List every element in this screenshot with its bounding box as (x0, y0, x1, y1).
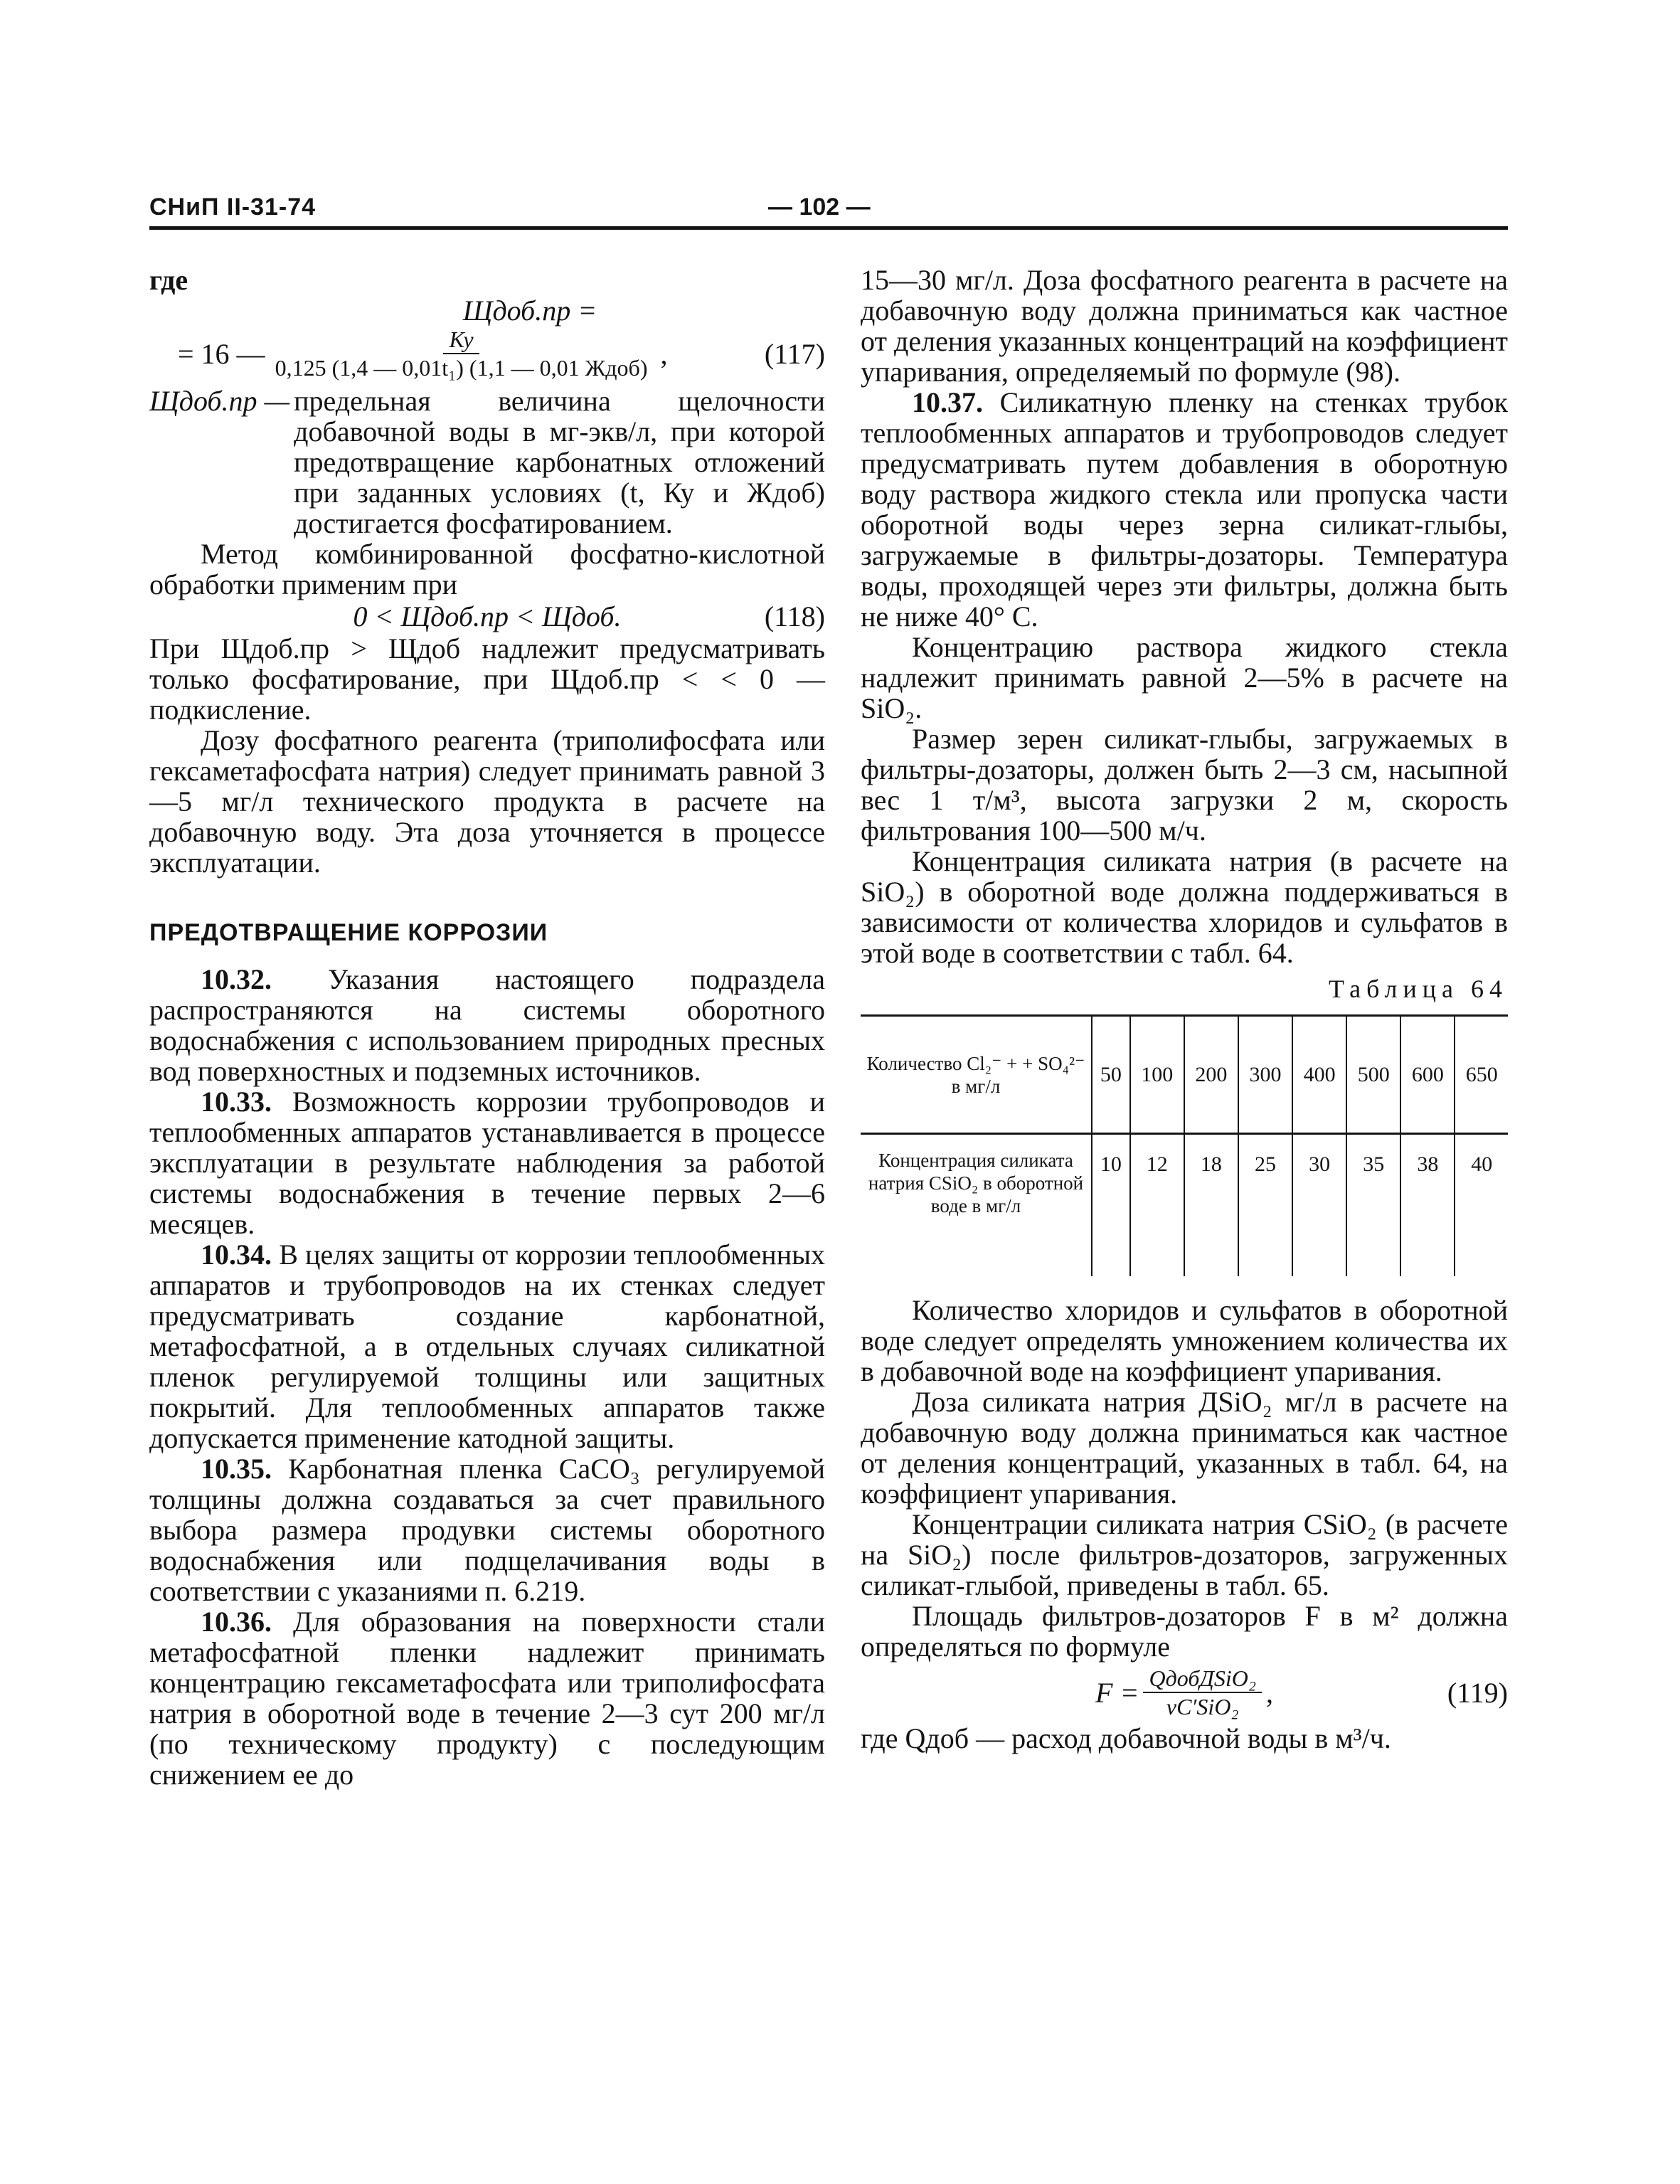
clause-text: В целях защиты от коррозии теплообменных аппаратов и трубопроводов на их стенках следует предусматривать создание карбонатной, метафосфатной, а в отдельных случаях силикатной пленок регулируемой толщины или защитных покрытий. Для теплообменных аппаратов также допускается применение катодной защиты. (149, 1239, 825, 1454)
formula-118-expression: 0 < Щдоб.пр < Щдоб. (353, 600, 622, 632)
paragraph-area: Площадь фильтров-дозаторов F в м² должна определяться по формуле (861, 1600, 1508, 1663)
table-cell: 38 (1400, 1134, 1455, 1277)
formula-119-fraction (1143, 1665, 1261, 1720)
paragraph-when: При Щдоб.пр > Щдоб надлежит предусматривать только фосфатирование, при Щдоб.пр < < 0 — подкисление. (149, 632, 825, 726)
formula-119 (861, 1665, 1508, 1720)
clause-text: Карбонатная пленка CaCO₃ регулируемой толщины должна создаваться за счет правильного выбора размера продувки системы оборотного водоснабжения или подщелачивания воды в соответствии с указаниями п. 6.219. (149, 1453, 826, 1607)
formula-119-denominator: vC′SiO₂ (1166, 1694, 1239, 1719)
table-cell: 25 (1238, 1134, 1292, 1277)
formula-117-number: (117) (764, 337, 825, 370)
where-label: где (149, 264, 188, 296)
paragraph-continued: 15—30 мг/л. Доза фосфатного реагента в расчете на добавочную воду должна приниматься как частное от деления указанных концентраций на коэффициент упаривания, определяемый по формуле (98). (861, 264, 1508, 388)
table-row (861, 1134, 1508, 1277)
paragraph-dose: Дозу фосфатного реагента (триполифосфата или гексаметафосфата натрия) следует принимать равной 3—5 мг/л технического продукта в расчете на добавочную воду. Эта доза уточняется в процессе эксплуатации. (149, 724, 825, 879)
table-cell: 40 (1455, 1134, 1508, 1277)
clause-text: Силикатную пленку на стенках трубок теплообменных аппаратов и трубопроводов следует предусматривать путем добавления в оборотную воду раствора жидкого стекла или пропуска части оборотной воды через зерна силикат-глыбы, загружаемые в фильтры-дозаторы. Температура воды, проходящей через эти фильтры, должна быть не ниже 40° С. (861, 386, 1509, 632)
clause-text: Возможность коррозии трубопроводов и теплообменных аппаратов устанавливается в процессе эксплуатации в результате наблюдения за работой системы водоснабжения в течение первых 2—6 месяцев. (149, 1086, 826, 1240)
table-cell: 18 (1184, 1134, 1238, 1277)
paragraph-conc-sio2: Концентрации силиката натрия CSiO₂ (в расчете на SiO₂) после фильтров-дозаторов, загруженных силикат-глыбой, приведены в табл. 65. (861, 1508, 1508, 1601)
formula-117: Щдоб.пр = = 16 — $\frac{Ку}{\text{0,125 (1,4 — 0,01t₁) (1,1 — 0,01 Ждоб)}}$ , (117) (178, 295, 825, 381)
table-cell: 650 (1455, 1016, 1508, 1134)
paragraph-concentration: Концентрацию раствора жидкого стекла надлежит принимать равной 2—5% в расчете на SiO₂. (861, 631, 1508, 724)
table-cell: 12 (1130, 1134, 1184, 1277)
paragraph-sodium-silicate: Концентрация силиката натрия (в расчете на SiO₂) в оборотной воде должна поддерживаться в зависимости от количества хлоридов и сульфатов в этой воде в соответствии с табл. 64. (861, 845, 1508, 969)
paragraph-grain-size: Размер зерен силикат-глыбы, загружаемых в фильтры-дозаторы, должен быть 2—3 см, насыпной вес 1 т/м³, высота загрузки 2 м, скорость фильтрования 100—500 м/ч. (861, 723, 1508, 847)
paragraph-amount: Количество хлоридов и сульфатов в оборотной воде следует определять умножением количества их в добавочной воде на коэффициент упаривания. (861, 1294, 1508, 1387)
right-column (861, 265, 1508, 1754)
table-cell: 200 (1184, 1016, 1238, 1134)
paragraph-10-35 (149, 1453, 825, 1606)
table-cell: 100 (1130, 1016, 1184, 1134)
formula-117-fraction (270, 326, 654, 381)
clause-number: 10.36. (201, 1606, 272, 1638)
table-cell: 400 (1292, 1016, 1346, 1134)
table-64 (861, 1014, 1508, 1276)
row-label: Концентрация силиката натрия CSiO₂ в оборотной воде в мг/л (868, 1150, 1084, 1216)
formula-117-prefix: = 16 — (178, 337, 265, 370)
paragraph-dose-sio2: Доза силиката натрия ДSiO₂ мг/л в расчете на добавочную воду должна приниматься как частное от деления концентраций, указанных в табл. 64, на коэффициент упаривания. (861, 1386, 1508, 1510)
left-column (149, 265, 825, 1790)
clause-number: 10.35. (201, 1453, 272, 1485)
clause-number: 10.32. (201, 963, 272, 995)
clause-number: 10.34. (201, 1239, 272, 1271)
table-row (861, 1016, 1508, 1134)
table-cell: 30 (1292, 1134, 1346, 1277)
formula-118-number: (118) (764, 600, 825, 632)
formula-117-denominator: 0,125 (1,4 — 0,01t₁) (1,1 — 0,01 Ждоб) (275, 355, 648, 381)
row-label: Количество Cl₂⁻ + + SO₄²⁻ в мг/л (861, 1016, 1092, 1134)
paragraph-10-32 (149, 964, 825, 1086)
document-code: СНиП II-31-74 (149, 194, 317, 221)
table-cell: 10 (1092, 1134, 1130, 1277)
page-number: — 102 — (768, 194, 871, 221)
table-cell: 50 (1092, 1016, 1130, 1134)
table-cell: 35 (1346, 1134, 1400, 1277)
formula-119-number: (119) (1447, 1676, 1508, 1709)
formula-119-numerator: QдобДSiO₂ (1143, 1665, 1261, 1693)
definition-term: Щдоб.пр — (149, 385, 290, 417)
paragraph-method: Метод комбинированной фосфатно-кислотной обработки применим при (149, 538, 825, 600)
formula-119-comma: , (1265, 1676, 1273, 1709)
clause-text: Для образования на поверхности стали метафосфатной пленки надлежит принимать концентрацию гексаметафосфата или триполифосфата натрия в оборотной воде в течение 2—3 сут 200 мг/л (по техническому продукту) с последующим снижением ее до (149, 1606, 825, 1791)
clause-number: 10.37. (912, 386, 983, 418)
clause-text: Указания настоящего подраздела распространяются на системы оборотного водоснабжения с использованием природных пресных вод поверхностных и подземных источников. (149, 963, 825, 1087)
paragraph-10-33 (149, 1086, 825, 1239)
paragraph-where-q: где Qдоб — расход добавочной воды в м³/ч. (861, 1722, 1391, 1754)
table-cell: 300 (1238, 1016, 1292, 1134)
table-cell: 600 (1400, 1016, 1455, 1134)
page-header (149, 186, 1508, 229)
table-cell: 500 (1346, 1016, 1400, 1134)
table-caption: Таблица 64 (1329, 975, 1508, 1003)
paragraph-10-34 (149, 1239, 825, 1453)
formula-119-lhs: F = (1095, 1676, 1139, 1709)
paragraph-10-36 (149, 1606, 825, 1790)
formula-117-lhs: Щдоб.пр = (462, 295, 597, 327)
section-title: ПРЕДОТВРАЩЕНИЕ КОРРОЗИИ (149, 919, 548, 946)
paragraph-10-37 (861, 387, 1508, 632)
formula-117-numerator: Ку (443, 326, 479, 354)
formula-118 (149, 601, 825, 632)
header-rule (149, 226, 1508, 230)
clause-number: 10.33. (201, 1086, 272, 1118)
definition-text: предельная величина щелочности добавочной воды в мг-экв/л, при которой предотвращение карбонатных отложений при заданных условиях (t, Ку и Ждоб) достигается фосфатированием. (294, 385, 825, 539)
definition-shch (149, 386, 825, 539)
